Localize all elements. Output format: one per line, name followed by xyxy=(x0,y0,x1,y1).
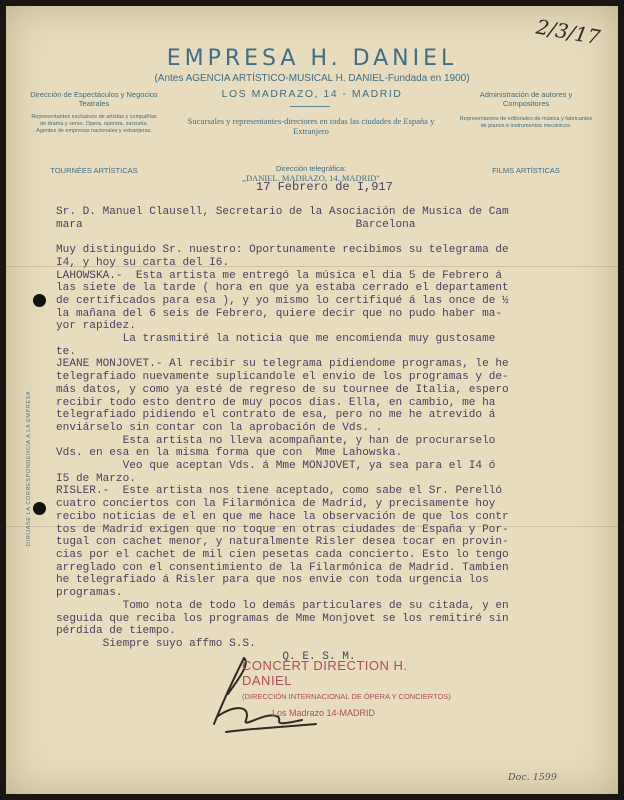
company-subtitle: (Antes AGENCIA ARTÍSTICO-MUSICAL H. DANIEL-Fundada en 1900) xyxy=(154,73,470,84)
right-heading: Administración de autores y Compositores xyxy=(479,90,573,108)
letter-body xyxy=(56,206,576,663)
left-description: Representantes exclusivos de artistas y compañías de drama y verso. Opera, opereta, zarzuela. Agentes de empresas nacionales y extranjeras. xyxy=(31,114,157,134)
body-line: Veo que aceptan Vds. á Mme MONJOVET, ya sea para el I4 ó xyxy=(56,460,496,473)
body-line: la mañana del 6 seis de Febrero, quiere decir que no pudo haber ma- xyxy=(56,307,503,320)
body-line: tos de Madrid exigen que no toque en otras ciudades de España y Por- xyxy=(56,523,509,536)
branches-text: Sucursales y representantes-directores en todas las ciudades de España y Extranjero xyxy=(187,116,435,136)
header-divider xyxy=(290,106,330,107)
company-address: LOS MADRAZO, 14 - MADRID xyxy=(221,88,403,100)
body-line: RISLER.- Este artista nos tiene aceptado, como sabe el Sr. Perelló xyxy=(56,485,503,498)
stamp-title: CONCERT DIRECTION H. DANIEL xyxy=(242,658,408,688)
company-name: EMPRESA H. DANIEL xyxy=(166,46,458,71)
document-number: Doc. 1599 xyxy=(508,772,557,783)
body-line: I4, y hoy su carta del I6. xyxy=(56,256,230,269)
body-line: Siempre suyo affmo S.S. xyxy=(56,637,256,650)
body-line: tugal con cachet menor, y naturalmente Risler desea tocar en provin- xyxy=(56,536,509,549)
body-line: Sr. D. Manuel Clausell, Secretario de la Asociación de Musica de Cam xyxy=(56,206,509,218)
body-line: he telegrafiado á Risler para que nos envie con toda urgencia los xyxy=(56,574,489,587)
stamp-subtitle: (DIRECCIÓN INTERNACIONAL DE ÓPERA Y CONCIERTOS) xyxy=(242,692,451,701)
punch-hole xyxy=(33,294,46,307)
body-line: pérdida de tiempo. xyxy=(56,625,176,638)
letter-date: 17 Febrero de I,917 xyxy=(256,180,393,194)
body-line: Q. E. S. M. xyxy=(56,650,356,663)
body-line: yor rapidez. xyxy=(56,320,136,333)
body-line: I5 de Marzo. xyxy=(56,472,136,485)
body-line: recibir todo esto dentro de muy pocos dias. Ella, en cambio, me ha xyxy=(56,396,496,409)
body-line: Muy distinguido Sr. nuestro: Oportunamente recibimos su telegrama de xyxy=(56,244,509,257)
body-line: Vds. en esa en la misma forma que con Mme Lahowska. xyxy=(56,447,403,460)
stamp-address: Los Madrazo 14-MADRID xyxy=(272,708,376,718)
body-line: mara Barcelona xyxy=(56,218,416,231)
body-line: programas. xyxy=(56,587,123,600)
body-line: te. xyxy=(56,345,76,358)
telegraph-address: „DANIEL. MADRAZO, 14. MADRID" xyxy=(242,173,380,183)
body-line: recibo noticias de el en que me hace la observación de que los contr xyxy=(56,510,509,523)
handwritten-date: 2/3/17 xyxy=(534,14,602,50)
body-line: de certificados para esa ), y yo mismo lo certifiqué á las once de ½ xyxy=(56,294,509,307)
body-line: telegrafiado pidiendo el contrato de esa, pero no me he atrevido á xyxy=(56,409,496,422)
side-note: DIRÍJASE LA CORRESPONDENCIA A LA EMPRESA xyxy=(26,390,32,546)
left-heading: Dirección de Espectáculos y Negocios Teatrales xyxy=(30,90,158,108)
right-description: Representantes de editoriales de música y fabricantes de pianos e instrumentos mecánicos. xyxy=(459,116,593,129)
company-stamp xyxy=(242,658,452,718)
body-line: cuatro conciertos con la Filarmónica de Madrid, y precisamente hoy xyxy=(56,498,496,511)
body-line: Tomo nota de todo lo demás particulares de su citada, y en xyxy=(56,599,509,612)
body-line: LAHOWSKA.- Esta artista me entregó la música el dia 5 de Febrero á xyxy=(56,269,503,282)
telegraph-label: Dirección telegráfica: xyxy=(275,164,347,173)
left-footer: TOURNÉES ARTÍSTICAS xyxy=(50,166,138,175)
body-line: enviárselo sin contar con la aprobación de Vds. . xyxy=(56,421,383,434)
body-line: arreglado con el consentimiento de la Filarmónica de Madrid. Tambien xyxy=(56,561,509,574)
body-line: JEANE MONJOVET.- Al recibir su telegrama pidiendome programas, le he xyxy=(56,358,509,371)
body-line: Esta artista no lleva acompañante, y han de procurarselo xyxy=(56,434,496,447)
body-line: seguida que reciba los programas de Mme Monjovet se los remitiré sin xyxy=(56,612,509,625)
body-line: las siete de la tarde ( hora en que ya estaba cerrado el departament xyxy=(56,282,509,295)
body-line xyxy=(56,231,576,244)
punch-hole xyxy=(33,502,46,515)
letter-sheet xyxy=(6,6,618,794)
body-line: telegrafiado nuevamente suplicandole el envio de los programas y de- xyxy=(56,371,509,384)
body-line: cias por el cachet de mil cien pesetas cada concierto. Esto lo tengo xyxy=(56,548,509,561)
body-line: más datos, y como ya esté de regreso de su tournee de Italia, espero xyxy=(56,383,509,396)
body-line: La trasmitiré la noticia que me encomienda muy gustosame xyxy=(56,333,496,346)
right-footer: FILMS ARTÍSTICAS xyxy=(492,166,560,175)
